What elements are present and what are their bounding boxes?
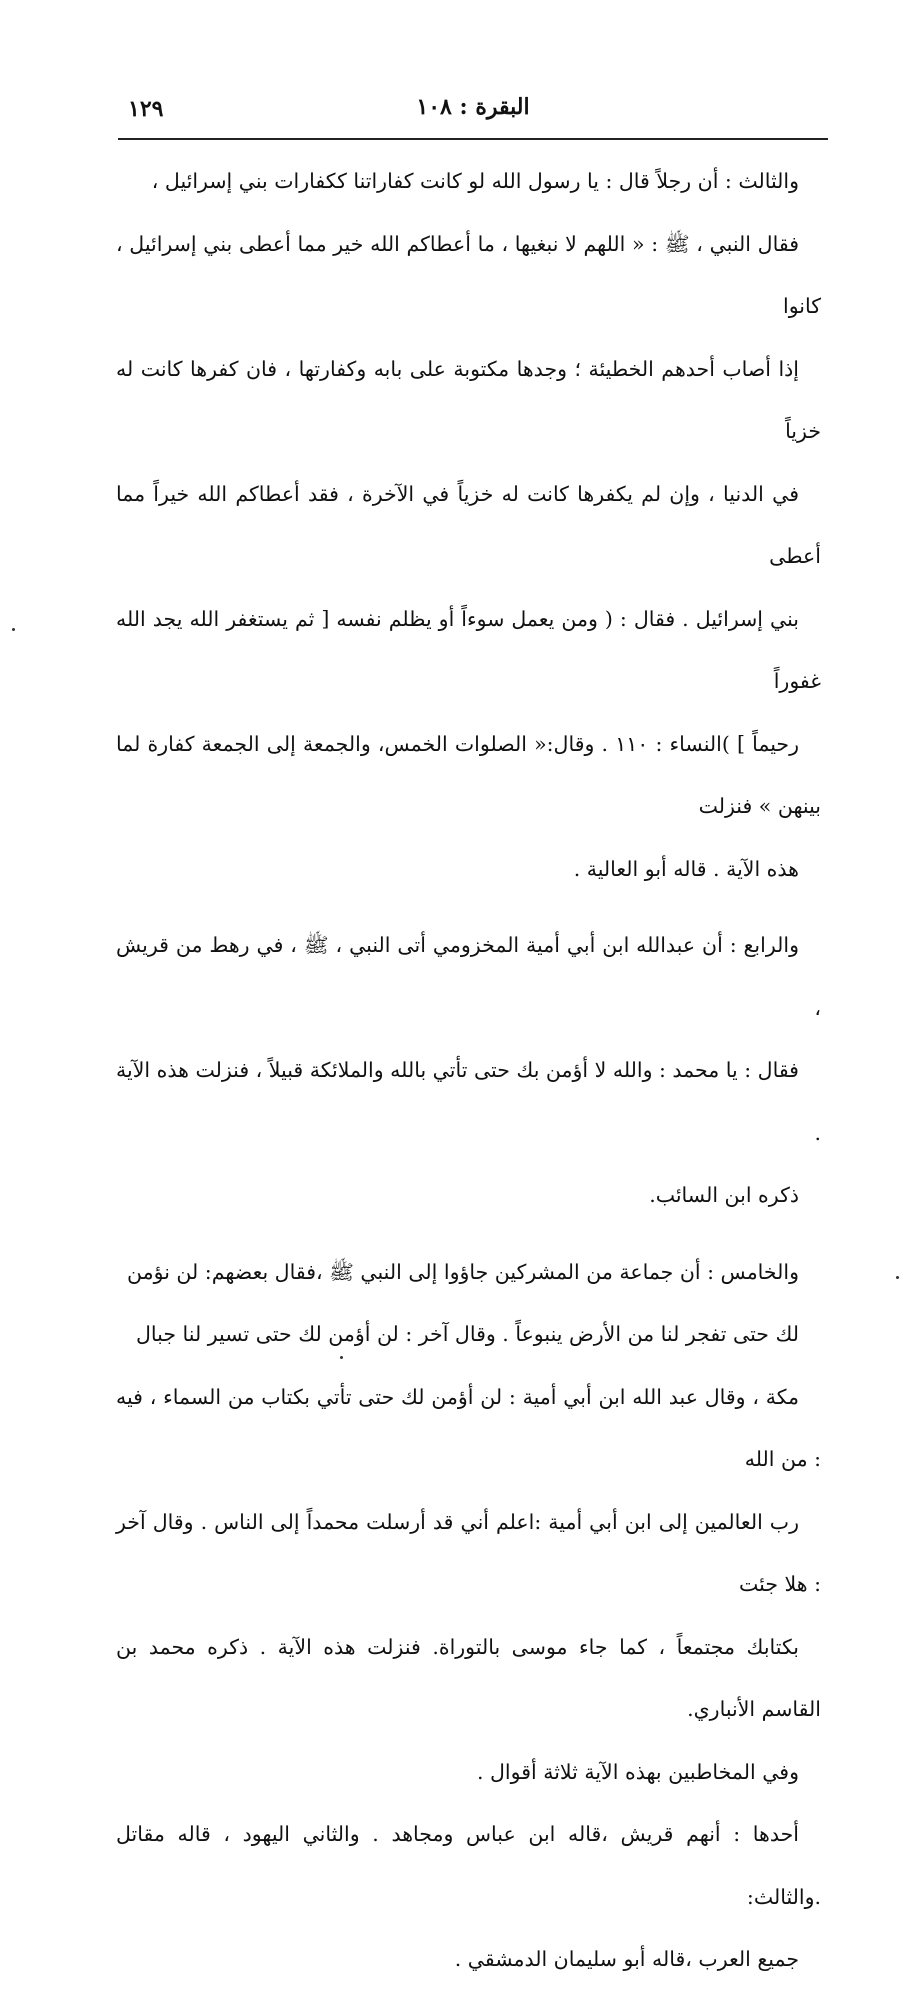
header-rule xyxy=(118,138,828,140)
paragraph-fourth-reason xyxy=(116,914,821,1227)
text-line: لك حتى تفجر لنا من الأرض ينبوعاً . وقال آخر : لن أؤمن لك حتى تسير لنا جبال xyxy=(136,1322,799,1346)
body-text xyxy=(116,150,821,1991)
text-line: ذكره ابن السائب. xyxy=(649,1183,799,1207)
text-line: إذا أصاب أحدهم الخطيئة ؛ وجدها مكتوبة على بابه وكفارتها ، فان كفرها كانت له خزياً xyxy=(116,356,821,443)
text-line: والثالث : أن رجلاً قال : يا رسول الله لو كانت كفاراتنا ككفارات بني إسرائيل ، xyxy=(151,169,799,193)
text-line: مكة ، وقال عبد الله ابن أبي أمية : لن أؤمن لك حتى تأتي بكتاب من السماء ، فيه : من الله xyxy=(116,1384,821,1471)
page-number: ١٢٩ xyxy=(128,96,164,122)
text-line: والرابع : أن عبدالله ابن أبي أمية المخزومي أتى النبي ، ﷺ ، في رهط من قريش ، xyxy=(116,933,821,1020)
text-line: رحيماً ] )النساء : ١١٠ . وقال:« الصلوات الخمس، والجمعة إلى الجمعة كفارة لما بينهن » فنزلت xyxy=(116,731,821,818)
surah-reference: البقرة : ١٠٨ xyxy=(416,94,530,120)
text-line: في الدنيا ، وإن لم يكفرها كانت له خزياً في الآخرة ، فقد أعطاكم الله خيراً مما أعطى xyxy=(116,481,821,568)
scan-speck xyxy=(12,628,15,631)
paragraph-third-reason xyxy=(116,150,821,900)
text-line: هذه الآية . قاله أبو العالية . xyxy=(573,856,799,881)
paragraph-addressees-opinions xyxy=(116,1803,821,1991)
text-line: جميع العرب ،قاله أبو سليمان الدمشقي . xyxy=(454,1947,799,1971)
text-line: بني إسرائيل . فقال : ( ومن يعمل سوءاً أو يظلم نفسه [ ثم يستغفر الله يجد الله غفوراً xyxy=(116,606,821,693)
text-line: بكتابك مجتمعاً ، كما جاء موسى بالتوراة. فنزلت هذه الآية . ذكره محمد بن القاسم الأنباري. xyxy=(116,1634,821,1721)
scan-speck xyxy=(896,1276,899,1279)
text-line: والخامس : أن جماعة من المشركين جاؤوا إلى النبي ﷺ ،فقال بعضهم: لن نؤمن xyxy=(127,1259,799,1284)
page-header xyxy=(118,92,828,132)
text-line: فقال : يا محمد : والله لا أؤمن بك حتى تأتي بالله والملائكة قبيلاً ، فنزلت هذه الآية . xyxy=(116,1058,821,1145)
text-line: فقال النبي ، ﷺ : « اللهم لا نبغيها ، ما أعطاكم الله خير مما أعطى بني إسرائيل ، كانوا xyxy=(116,231,821,318)
paragraph-addressees xyxy=(116,1741,821,1804)
text-line: رب العالمين إلى ابن أبي أمية :اعلم أني قد أرسلت محمداً إلى الناس . وقال آخر : هلا جئت xyxy=(116,1509,821,1596)
text-line: وفي المخاطبين بهذه الآية ثلاثة أقوال . xyxy=(476,1759,799,1784)
scan-speck xyxy=(340,1356,343,1359)
paragraph-gap xyxy=(116,900,821,914)
paragraph-gap xyxy=(116,1227,821,1241)
paragraph-fifth-reason xyxy=(116,1241,821,1741)
text-line: أحدها : أنهم قريش ،قاله ابن عباس ومجاهد . والثاني اليهود ، قاله مقاتل .والثالث: xyxy=(116,1822,821,1909)
